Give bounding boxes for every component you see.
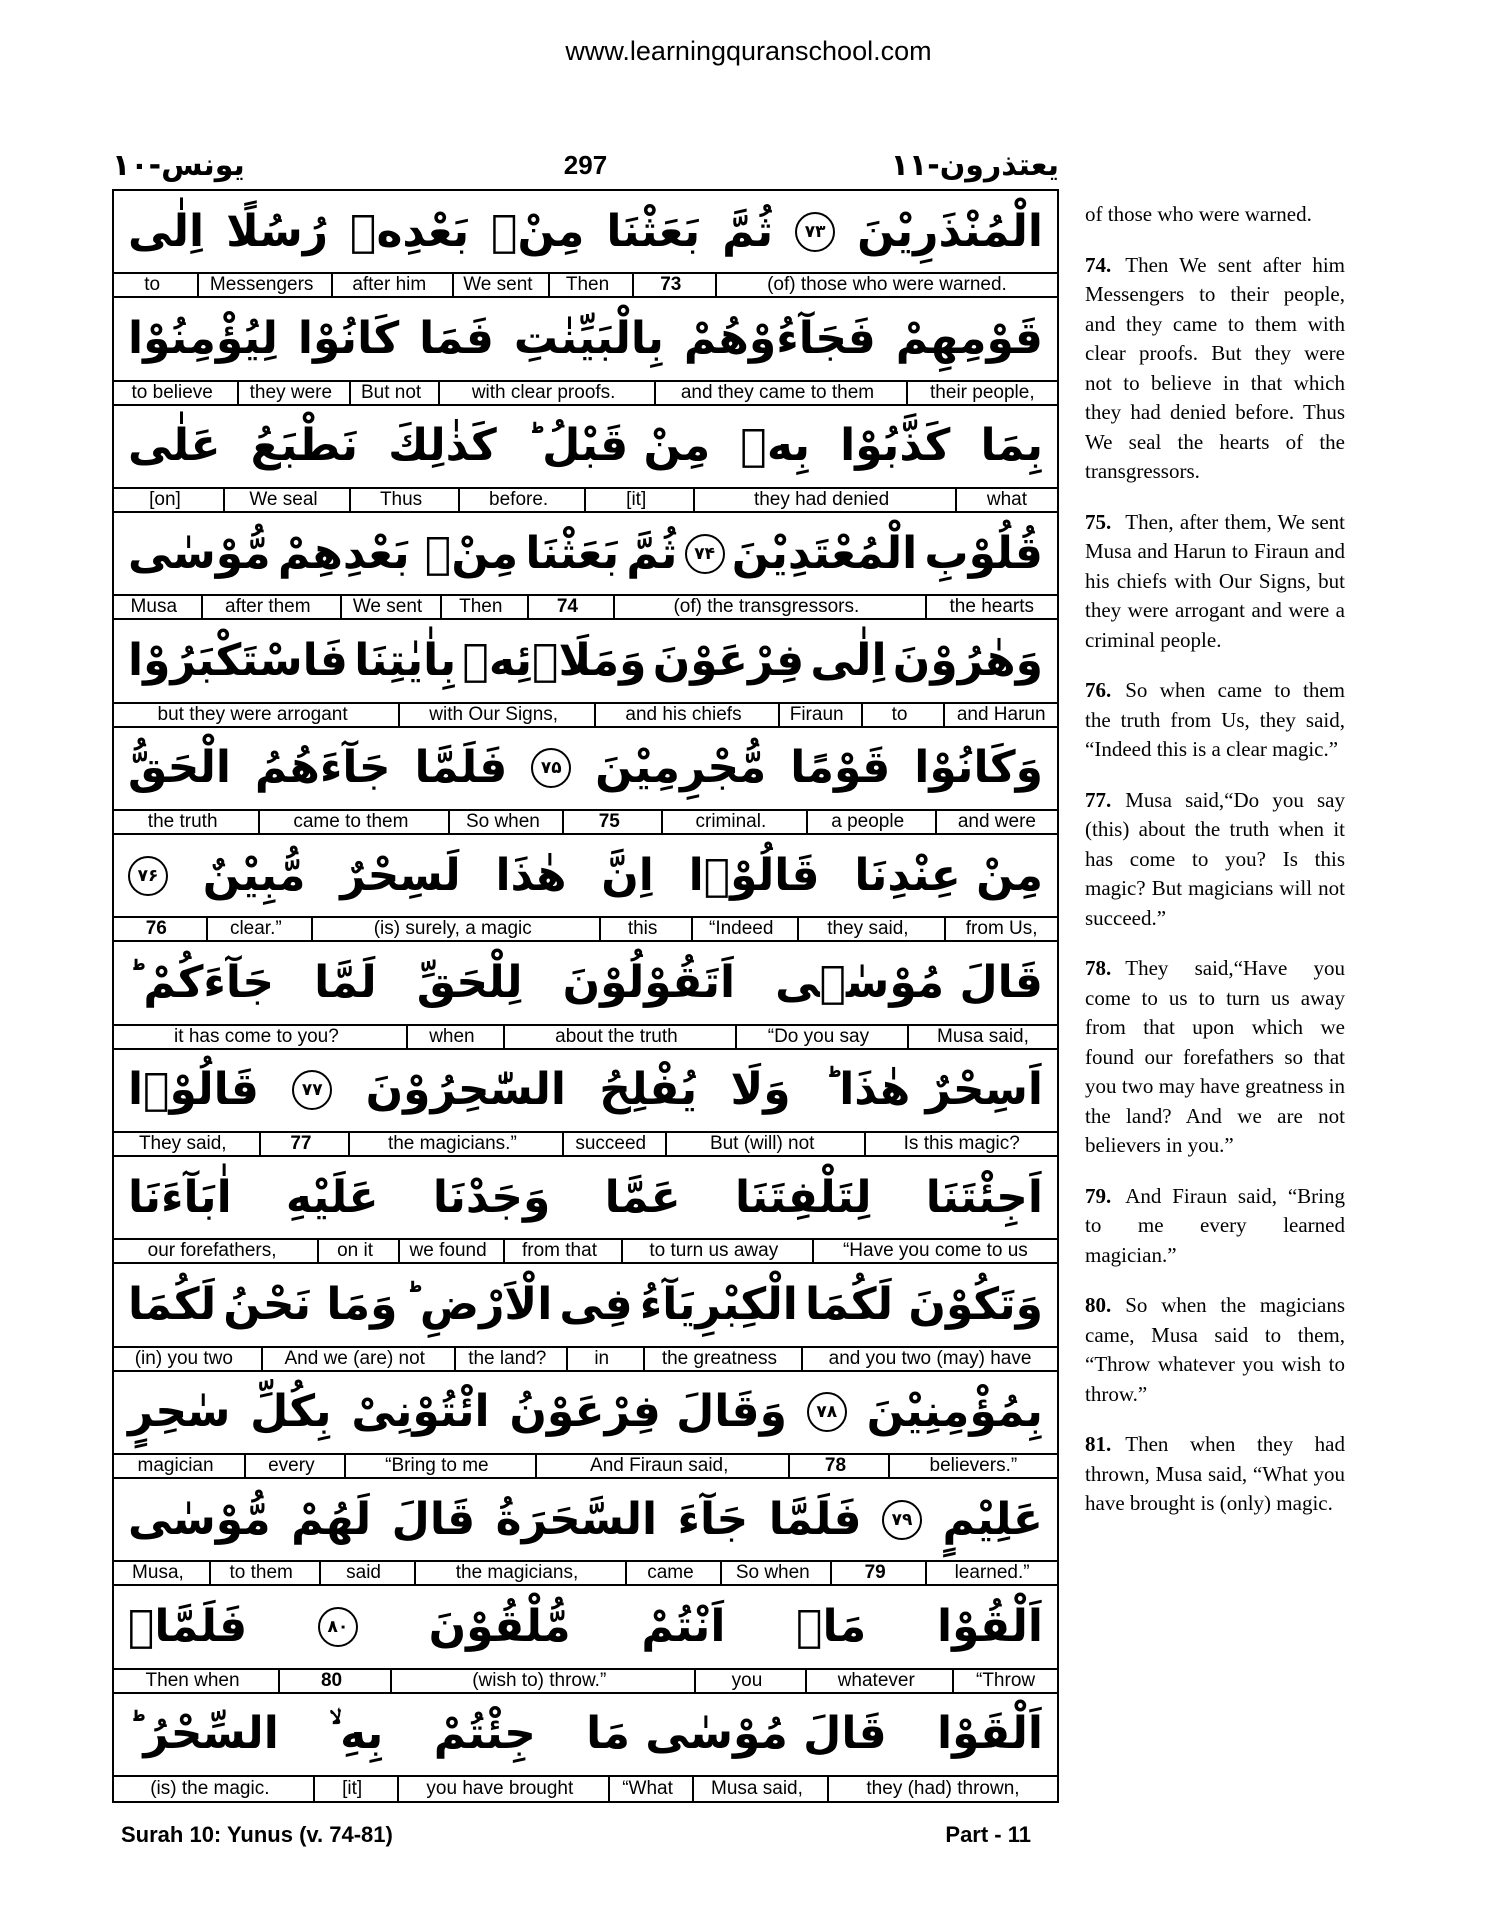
arabic-word: وَمَا نَحْنُ — [223, 1278, 398, 1330]
arabic-word: مِنْ عِنْدِنَا — [854, 849, 1043, 901]
page-footer — [121, 1822, 1031, 1852]
arabic-word: بَعَثْنَا — [525, 527, 620, 579]
verse-number: 77. — [1085, 787, 1112, 812]
arabic-word: بِمُؤْمِنِيْنَ — [866, 1386, 1043, 1438]
verse-line — [114, 1372, 1057, 1479]
verse-line — [114, 298, 1057, 405]
arabic-word: سٰحِرٍ — [128, 1386, 231, 1438]
translation-paragraph — [1085, 1182, 1345, 1271]
gloss-cell: the land? — [454, 1348, 559, 1370]
translation-text: And Firaun said, “Bring to me every learned magician.” — [1085, 1183, 1345, 1267]
gloss-cell: (is) the magic. — [150, 1777, 270, 1799]
arabic-text-row — [114, 728, 1057, 811]
ayah-number-marker: ۷۷ — [292, 1070, 332, 1110]
gloss-cell: with Our Signs, — [398, 704, 587, 726]
translation-text: Then, after them, We sent Musa and Harun to Firaun and his chiefs with Our Signs, but they were arrogant and were a criminal people. — [1085, 509, 1345, 652]
gloss-verse-number: 77 — [259, 1133, 342, 1155]
arabic-word: الْكِبْرِيَآءُ — [639, 1278, 798, 1330]
gloss-cell: “Bring to me — [344, 1455, 529, 1477]
arabic-word: جِئْتُمْ — [433, 1708, 536, 1760]
arabic-word: مَاۤ — [796, 1600, 867, 1652]
gloss-cell: Is this magic? — [864, 1133, 1057, 1155]
translation-paragraph — [1085, 1430, 1345, 1519]
arabic-word: قَالَ مُوْسٰى مَا — [586, 1708, 887, 1760]
arabic-word: بِالْبَيِّنٰتِ — [513, 312, 664, 364]
gloss-cell: (of) the transgressors. — [613, 596, 917, 618]
arabic-word: هٰذَا — [495, 849, 567, 901]
arabic-word: بَعَثْنَا — [606, 205, 701, 257]
gloss-cell: to believe — [131, 381, 213, 403]
gloss-cell: We sent — [452, 274, 541, 296]
arabic-word: اَلْقُوْا — [936, 1600, 1043, 1652]
arabic-word: وَتَكُوْنَ لَكُمَا — [804, 1278, 1043, 1330]
gloss-cell: the greatness — [643, 1348, 794, 1370]
ayah-number-marker: ۷۳ — [795, 212, 835, 252]
gloss-cell: Then — [440, 596, 520, 618]
arabic-word: كَانُوْا — [297, 312, 400, 364]
arabic-word: الْاَرْضِ ؕ — [404, 1278, 553, 1330]
translation-text: Then when they had thrown, Musa said, “What you have brought is (only) magic. — [1085, 1432, 1345, 1515]
gloss-cell: (is) surely, a magic — [311, 918, 592, 940]
arabic-word: فِى — [559, 1278, 633, 1330]
arabic-word: جَآءَ — [677, 1493, 749, 1545]
arabic-word: مُّلْقُوْنَ — [428, 1600, 571, 1652]
gloss-cell: on it — [317, 1240, 391, 1262]
gloss-cell: every — [244, 1455, 336, 1477]
gloss-cell: And we (are) not — [261, 1348, 447, 1370]
arabic-word: لَمَّا — [314, 956, 377, 1008]
translation-paragraph — [1085, 1291, 1345, 1409]
arabic-word: وَهٰرُوْنَ — [892, 634, 1043, 686]
verse-line — [114, 835, 1057, 942]
verse-number: 76. — [1085, 678, 1112, 702]
ayah-number-marker: ۷۶ — [128, 856, 168, 896]
verse-line — [114, 191, 1057, 298]
translation-text: So when came to them the truth from Us, they said, “Indeed this is a clear magic.” — [1085, 678, 1345, 761]
gloss-cell: “Have you come to us — [812, 1240, 1057, 1262]
part-label: Part - 11 — [945, 1822, 1031, 1847]
ayah-number-marker: ۷۵ — [531, 748, 571, 788]
part-name-urdu: یعتذرون-۱۱ — [890, 148, 1059, 183]
gloss-verse-number: 79 — [830, 1562, 918, 1584]
arabic-word: الْمُعْتَدِيْنَ — [731, 527, 918, 579]
arabic-word: كَذَّبُوْا — [840, 420, 951, 472]
arabic-word: فَلَمَّاۤ — [128, 1600, 248, 1652]
verse-line — [114, 406, 1057, 513]
gloss-row — [114, 1777, 1057, 1801]
arabic-word: ثُمَّ — [626, 527, 678, 579]
arabic-word: اَلْقَوْا — [937, 1708, 1043, 1760]
arabic-word: فَلَمَّا — [768, 1493, 862, 1545]
gloss-cell: the hearts — [925, 596, 1058, 618]
gloss-cell: clear.” — [206, 918, 305, 940]
verse-number: 75. — [1085, 509, 1112, 534]
gloss-cell: this — [599, 918, 684, 940]
verse-number: 80. — [1085, 1293, 1112, 1317]
translation-paragraph — [1085, 200, 1345, 230]
gloss-cell: “What — [608, 1777, 685, 1801]
arabic-text-row — [114, 298, 1057, 381]
arabic-text-row — [114, 513, 1057, 596]
arabic-word: وَلَا — [730, 1064, 791, 1116]
gloss-cell: about the truth — [503, 1026, 728, 1048]
gloss-row — [114, 811, 1057, 835]
arabic-word: فَجَآءُوْهُمْ — [683, 312, 876, 364]
translation-text: Musa said,“Do you say (this) about the truth when it has come to you? Is this magic? But magicians will not succeed.” — [1085, 787, 1345, 930]
gloss-cell: said — [319, 1562, 407, 1584]
gloss-cell: Messengers — [197, 274, 324, 296]
arabic-word: اَنْتُمْ — [641, 1600, 726, 1652]
arabic-word: ثُمَّ — [722, 205, 774, 257]
gloss-cell: what — [955, 489, 1057, 511]
arabic-text-row — [114, 1050, 1057, 1133]
arabic-word: بَعْدِهٖ — [350, 205, 470, 257]
translation-paragraph — [1085, 508, 1345, 656]
gloss-verse-number: 74 — [527, 596, 607, 618]
arabic-text-row — [114, 835, 1057, 918]
page-header — [112, 148, 1059, 188]
gloss-cell: Then when — [145, 1669, 240, 1691]
arabic-word: اِنَّ — [601, 849, 654, 901]
site-url: www.learningquranschool.com — [565, 36, 932, 66]
arabic-text-row — [114, 1479, 1057, 1562]
arabic-word: وَكَانُوْا — [914, 742, 1043, 794]
arabic-text-row — [114, 620, 1057, 703]
arabic-word: السِّحْرُ ؕ — [128, 1708, 279, 1760]
arabic-word: فِرْعَوْنَ — [652, 634, 805, 686]
arabic-text-row — [114, 406, 1057, 489]
verse-number: 78. — [1085, 956, 1112, 980]
surah-name-urdu: یونس-۱۰ — [112, 148, 245, 183]
translation-text: They said,“Have you come to us to turn us away from that upon which we found our forefathers so that you two may have greatness in the land? And we are not believers in you.” — [1085, 956, 1345, 1157]
arabic-word: نَطْبَعُ — [250, 420, 359, 472]
gloss-cell: after him — [331, 274, 445, 296]
gloss-cell: learned.” — [925, 1562, 1057, 1584]
gloss-cell: the truth — [147, 810, 218, 832]
gloss-cell: but they were arrogant — [157, 703, 348, 725]
gloss-cell: with clear proofs. — [438, 382, 647, 404]
arabic-word: بِكُلِّ — [250, 1386, 332, 1438]
gloss-cell: We seal — [223, 489, 342, 511]
arabic-word: عَلِيْمٍ — [942, 1493, 1043, 1545]
gloss-cell: (wish to) throw.” — [390, 1670, 687, 1692]
gloss-cell: “Throw — [952, 1670, 1057, 1692]
ayah-number-marker: ۷۹ — [882, 1500, 922, 1540]
arabic-word: مُّجْرِمِيْنَ — [595, 742, 767, 794]
arabic-word: مُّبِيْنٌ — [202, 849, 306, 901]
gloss-cell: criminal. — [661, 811, 798, 833]
gloss-cell: So when — [720, 1562, 823, 1584]
arabic-text-row — [114, 191, 1057, 274]
arabic-word: وَقَالَ فِرْعَوْنُ — [509, 1386, 787, 1438]
gloss-cell: Musa, — [132, 1562, 184, 1584]
arabic-word: اَسِحْرٌ هٰذَا ؕ — [823, 1064, 1043, 1116]
arabic-word: قَوْمًا — [790, 742, 891, 794]
gloss-cell: our forefathers, — [147, 1240, 277, 1262]
arabic-word: قَوْمِهِمْ — [895, 312, 1043, 364]
arabic-word: مُّوْسٰى — [128, 527, 271, 579]
arabic-word: لِلْحَقِّ — [416, 956, 523, 1008]
arabic-word: فَلَمَّا — [414, 742, 508, 794]
arabic-word: قَالَ — [391, 1493, 476, 1545]
arabic-word: قَالُوْۤا — [128, 1064, 259, 1116]
arabic-word: لَسِحْرٌ — [340, 849, 461, 901]
gloss-cell: the magicians.” — [348, 1133, 554, 1155]
gloss-row — [114, 918, 1057, 942]
gloss-cell: they were — [237, 382, 342, 404]
arabic-word: اَتَقُوْلُوْنَ — [562, 956, 736, 1008]
page-number: 297 — [563, 150, 608, 180]
translation-text: So when the magicians came, Musa said to them, “Throw whatever you wish to throw.” — [1085, 1293, 1345, 1406]
gloss-cell: their people, — [906, 382, 1057, 404]
arabic-word: بِهٖ — [740, 420, 811, 472]
verse-line — [114, 1586, 1057, 1693]
gloss-row — [114, 704, 1057, 728]
gloss-cell: And Firaun said, — [535, 1455, 781, 1477]
gloss-cell: you have brought — [397, 1777, 602, 1801]
gloss-cell: “Do you say — [735, 1026, 900, 1048]
gloss-cell: We sent — [340, 596, 433, 618]
gloss-verse-number: 73 — [632, 274, 708, 296]
arabic-word: عَلٰى — [128, 420, 221, 472]
gloss-cell: to — [144, 274, 161, 296]
gloss-cell: came — [625, 1562, 713, 1584]
gloss-cell: they had denied — [693, 489, 948, 511]
gloss-cell: “Indeed — [691, 918, 790, 940]
arabic-word: اٰبَآءَنَا — [128, 1171, 232, 1223]
gloss-row — [114, 1026, 1057, 1050]
gloss-cell: But (will) not — [665, 1133, 858, 1155]
arabic-word: الْمُنْذَرِيْنَ — [857, 205, 1043, 257]
gloss-verse-number: 75 — [562, 811, 654, 833]
gloss-cell: (in) you two — [134, 1347, 233, 1369]
arabic-word: كَذٰلِكَ — [388, 420, 497, 472]
gloss-cell: to — [861, 704, 937, 726]
verse-table — [112, 189, 1059, 1803]
gloss-cell: Musa said, — [692, 1777, 820, 1801]
gloss-cell: before. — [458, 489, 577, 511]
translation-paragraph — [1085, 786, 1345, 934]
gloss-row — [114, 1670, 1057, 1694]
ayah-number-marker: ۸۰ — [318, 1607, 358, 1647]
verse-line — [114, 728, 1057, 835]
arabic-text-row — [114, 1586, 1057, 1669]
gloss-cell: (of) those who were warned. — [715, 274, 1057, 296]
gloss-cell: Musa said, — [907, 1026, 1057, 1048]
verse-line — [114, 620, 1057, 727]
arabic-word: ائْتُوْنِىْ — [351, 1386, 490, 1438]
translation-column — [1085, 200, 1345, 1540]
verse-line — [114, 942, 1057, 1049]
gloss-cell: Thus — [349, 489, 451, 511]
arabic-text-row — [114, 1264, 1057, 1347]
arabic-word: فَاسْتَكْبَرُوْا — [128, 634, 348, 686]
verse-number: 79. — [1085, 1183, 1112, 1208]
arabic-word: عَلَيْهِ — [285, 1171, 379, 1223]
arabic-word: مِنْۢ بَعْدِهِمْ — [277, 527, 519, 579]
gloss-cell: you — [694, 1670, 799, 1692]
gloss-row — [114, 1240, 1057, 1264]
gloss-row — [114, 1348, 1057, 1372]
gloss-cell: to turn us away — [621, 1240, 805, 1262]
gloss-verse-number: 76 — [145, 918, 167, 940]
gloss-cell: magician — [137, 1454, 214, 1476]
translation-paragraph — [1085, 251, 1345, 487]
gloss-row — [114, 1133, 1057, 1157]
gloss-row — [114, 489, 1057, 513]
gloss-cell: and Harun — [943, 704, 1057, 726]
arabic-word: لَكُمَا — [128, 1278, 217, 1330]
gloss-cell: Firaun — [778, 704, 854, 726]
arabic-word: مُّوْسٰى — [128, 1493, 271, 1545]
gloss-cell: when — [406, 1026, 496, 1048]
verse-line — [114, 1050, 1057, 1157]
gloss-cell: believers.” — [888, 1455, 1057, 1477]
verse-number: 74. — [1085, 252, 1112, 277]
gloss-cell: Musa — [130, 596, 178, 618]
gloss-cell: it has come to you? — [174, 1025, 339, 1047]
arabic-word: السّٰحِرُوْنَ — [365, 1064, 566, 1116]
gloss-row — [114, 1455, 1057, 1479]
gloss-row — [114, 274, 1057, 298]
gloss-cell: whatever — [805, 1670, 945, 1692]
gloss-cell: to them — [209, 1562, 312, 1584]
verse-line — [114, 1479, 1057, 1586]
translation-paragraph — [1085, 954, 1345, 1161]
arabic-word: عَمَّا — [604, 1171, 681, 1223]
gloss-cell: and they came to them — [654, 382, 898, 404]
arabic-text-row — [114, 942, 1057, 1025]
gloss-cell: from that — [503, 1240, 614, 1262]
gloss-verse-number: 78 — [788, 1455, 880, 1477]
gloss-cell: and were — [935, 811, 1057, 833]
gloss-cell: they (had) thrown, — [827, 1777, 1057, 1801]
translation-text: Then We sent after him Messengers to their people, and they came to them with clear proofs. But they were not to believe in that which they had denied before. Thus We seal the hearts of the transgressors. — [1085, 252, 1345, 483]
translation-text: of those who were warned. — [1085, 202, 1312, 226]
ayah-number-marker: ۷۸ — [807, 1392, 847, 1432]
arabic-word: قَالَ مُوْسٰۤى — [775, 956, 1043, 1008]
arabic-word: بِهِ ۙ — [329, 1708, 384, 1760]
arabic-word: جَآءَكُمْ ؕ — [128, 956, 275, 1008]
arabic-word: فَمَا — [419, 312, 494, 364]
arabic-word: بِاٰيٰتِنَا — [354, 634, 457, 686]
verse-line — [114, 1694, 1057, 1801]
gloss-cell: But not — [349, 382, 431, 404]
verse-line — [114, 1157, 1057, 1264]
arabic-word: رُسُلًا — [226, 205, 329, 257]
arabic-word: لِتَلْفِتَنَا — [734, 1171, 872, 1223]
gloss-cell: after them — [201, 596, 334, 618]
arabic-word: اَجِئْتَنَا — [925, 1171, 1043, 1223]
gloss-row — [114, 382, 1057, 406]
gloss-cell: came to them — [258, 811, 441, 833]
arabic-word: اِلٰى — [810, 634, 887, 686]
translation-paragraph — [1085, 676, 1345, 765]
gloss-cell: they said, — [797, 918, 938, 940]
surah-label: Surah 10: Yunus (v. 74-81) — [121, 1822, 393, 1847]
gloss-cell: [it] — [313, 1777, 390, 1801]
gloss-row — [114, 596, 1057, 620]
gloss-cell: and his chiefs — [594, 704, 771, 726]
arabic-word: قُلُوْبِ — [924, 527, 1043, 579]
arabic-word: لَهُمْ — [291, 1493, 372, 1545]
arabic-word: السَّحَرَةُ — [495, 1493, 658, 1545]
gloss-cell: So when — [448, 811, 555, 833]
arabic-text-row — [114, 1694, 1057, 1777]
gloss-cell: the magicians, — [414, 1562, 619, 1584]
arabic-text-row — [114, 1372, 1057, 1455]
arabic-text-row — [114, 1157, 1057, 1240]
arabic-word: بِمَا — [980, 420, 1043, 472]
arabic-word: وَجَدْنَا — [432, 1171, 551, 1223]
arabic-word: قَالُوْۤا — [688, 849, 820, 901]
arabic-word: لِيُؤْمِنُوْا — [128, 312, 278, 364]
gloss-cell: from Us, — [944, 918, 1057, 940]
gloss-cell: [on] — [149, 488, 181, 510]
arabic-word: وَمَلَا۟ئِهٖ — [462, 634, 647, 686]
gloss-cell: in — [566, 1348, 636, 1370]
gloss-cell: Then — [548, 274, 624, 296]
gloss-verse-number: 80 — [278, 1670, 383, 1692]
verse-number: 81. — [1085, 1432, 1112, 1456]
arabic-word: يُفْلِحُ — [599, 1064, 698, 1116]
arabic-word: مِنْۢ — [491, 205, 585, 257]
arabic-word: الْحَقُّ — [128, 742, 231, 794]
gloss-cell: and you two (may) have — [801, 1348, 1057, 1370]
gloss-row — [114, 1562, 1057, 1586]
gloss-cell: They said, — [138, 1132, 227, 1154]
arabic-word: جَآءَهُمُ — [254, 742, 391, 794]
verse-line — [114, 513, 1057, 620]
arabic-word: اِلٰى — [128, 205, 205, 257]
ayah-number-marker: ۷۴ — [685, 534, 725, 574]
arabic-word: مِنْ قَبْلُ ؕ — [526, 420, 711, 472]
gloss-cell: [it] — [584, 489, 686, 511]
gloss-cell: succeed — [562, 1133, 658, 1155]
gloss-cell: we found — [398, 1240, 496, 1262]
verse-line — [114, 1264, 1057, 1371]
gloss-cell: a people — [806, 811, 928, 833]
